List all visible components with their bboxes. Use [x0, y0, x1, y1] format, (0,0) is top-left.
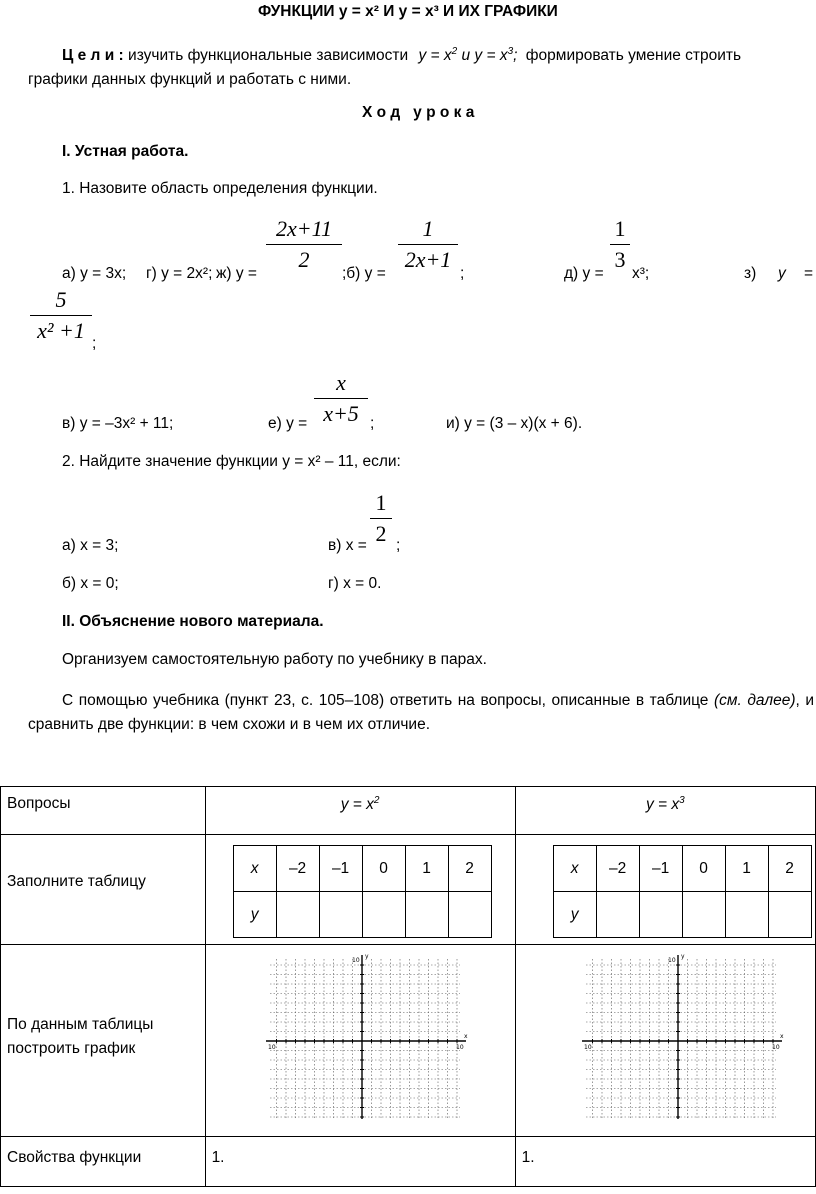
task1-d-suffix: x³; — [632, 265, 650, 282]
task2-v-prefix: в) x = — [328, 537, 367, 554]
section-2-heading: II. Объяснение нового материала. — [62, 613, 324, 630]
task1-z-y: y — [778, 265, 786, 282]
fraction-z — [30, 287, 92, 344]
x-axis-label: x — [779, 1033, 784, 1040]
y-label: y — [553, 892, 596, 938]
fraction-v-den: 2 — [375, 521, 387, 546]
task2-v-suffix: ; — [396, 537, 401, 554]
x-value: 2 — [768, 846, 811, 892]
y-value-cell[interactable] — [448, 892, 491, 938]
fraction-zh — [266, 216, 342, 273]
paragraph-2-a: С помощью учебника (пункт 23, с. 105–108) ответить на вопросы, описанные в таблице — [62, 692, 709, 709]
header-questions: Вопросы — [1, 787, 206, 835]
task1-z-suffix: ; — [92, 335, 97, 352]
fraction-d-den: 3 — [614, 247, 626, 272]
goals-label: Ц е л и : — [62, 47, 124, 65]
x-value: –1 — [639, 846, 682, 892]
y-value-cell[interactable] — [596, 892, 639, 938]
task2-a: а) x = 3; — [62, 537, 119, 554]
x-tick-label-min: 10 — [267, 1044, 276, 1051]
x-value: –1 — [319, 846, 362, 892]
x-axis-label: x — [463, 1033, 468, 1040]
x-tick-label-max: 10 — [455, 1044, 464, 1051]
fraction-d-num: 1 — [614, 216, 626, 241]
task1-z-prefix: з) — [744, 265, 757, 282]
fraction-v — [370, 490, 392, 547]
graph-f2-cell — [515, 945, 815, 1137]
fraction-zh-num: 2x+11 — [276, 216, 332, 241]
task1-b-prefix: ;б) y = — [342, 265, 386, 282]
section-1-heading: I. Устная работа. — [62, 143, 189, 160]
value-table-f1 — [233, 845, 492, 938]
lesson-heading: Х о д у р о к а — [362, 104, 475, 121]
page-title: ФУНКЦИИ y = x² И y = x³ И ИХ ГРАФИКИ — [258, 3, 558, 20]
task-2: 2. Найдите значение функции y = x² – 11, если: — [62, 453, 401, 470]
y-axis-label: y — [680, 953, 685, 960]
task1-e-suffix: ; — [370, 415, 375, 432]
value-table-f2 — [553, 845, 812, 938]
x-value: 0 — [682, 846, 725, 892]
y-value-cell[interactable] — [682, 892, 725, 938]
y-value-cell[interactable] — [405, 892, 448, 938]
fraction-b — [398, 216, 458, 273]
y-value-cell[interactable] — [319, 892, 362, 938]
fraction-d — [610, 216, 630, 273]
task1-d-prefix: д) y = — [564, 265, 604, 282]
paragraph-2 — [28, 689, 814, 737]
y-value-cell[interactable] — [362, 892, 405, 938]
graph-f1-cell — [205, 945, 515, 1137]
row-props-label: Свойства функции — [1, 1137, 206, 1187]
fraction-v-num: 1 — [375, 490, 387, 515]
y-tick-label-max: 10 — [667, 957, 676, 964]
task2-b: б) x = 0; — [62, 575, 119, 592]
x-value: 1 — [405, 846, 448, 892]
x-value: –2 — [596, 846, 639, 892]
coordinate-grid-f1[interactable] — [262, 953, 470, 1123]
fraction-e-den: x+5 — [323, 401, 359, 426]
fraction-b-den: 2x+1 — [404, 247, 452, 272]
y-value-cell[interactable] — [276, 892, 319, 938]
x-value: 0 — [362, 846, 405, 892]
paragraph-1: Организуем самостоятельную работу по учебнику в парах. — [62, 651, 487, 668]
fraction-b-num: 1 — [422, 216, 434, 241]
y-label: y — [233, 892, 276, 938]
fraction-e-num: x — [336, 370, 346, 395]
header-f1: $y = x^2$ — [205, 787, 515, 835]
x-value: 1 — [725, 846, 768, 892]
x-tick-label-max: 10 — [771, 1044, 780, 1051]
goals-formula: $y = x^2$ и $y = x^3$; — [418, 46, 518, 65]
task1-z-eq: = — [804, 265, 814, 282]
paragraph-2-b: , и сравнить две функции: в чем схожи и в чем их отличие. — [28, 692, 814, 733]
paragraph-2-ital: (см. далее) — [713, 692, 796, 709]
task1-e-prefix: е) y = — [268, 415, 308, 432]
row-fill-label: Заполните таблицу — [1, 835, 206, 945]
task1-zh-prefix: ж) y = — [216, 265, 257, 282]
y-value-cell[interactable] — [768, 892, 811, 938]
y-axis-label: y — [364, 953, 369, 960]
goals-line-1 — [62, 46, 814, 65]
fraction-z-den: x² +1 — [37, 318, 85, 343]
fraction-e — [314, 370, 368, 427]
task2-g: г) x = 0. — [328, 575, 382, 592]
goals-line-2: графики данных функций и работать с ними. — [28, 71, 352, 88]
header-f2: $y = x^3$ — [515, 787, 815, 835]
fraction-zh-den: 2 — [298, 247, 310, 272]
props-f2-cell[interactable]: 1. — [515, 1137, 815, 1187]
y-tick-label-max: 10 — [351, 957, 360, 964]
task1-g: г) y = 2x²; — [146, 265, 213, 282]
task1-v: в) y = –3x² + 11; — [62, 415, 174, 432]
fill-table-f2-cell — [515, 835, 815, 945]
x-label: x — [553, 846, 596, 892]
x-value: –2 — [276, 846, 319, 892]
x-value: 2 — [448, 846, 491, 892]
task1-a: а) y = 3x; — [62, 265, 127, 282]
x-label: x — [233, 846, 276, 892]
goals-text-2: формировать умение строить — [525, 47, 742, 65]
coordinate-grid-f2[interactable] — [578, 953, 786, 1123]
task-1: 1. Назовите область определения функции. — [62, 180, 378, 197]
props-f1-cell[interactable]: 1. — [205, 1137, 515, 1187]
task1-b-suffix: ; — [460, 265, 465, 282]
x-tick-label-min: 10 — [583, 1044, 592, 1051]
comparison-table — [0, 786, 816, 1187]
y-value-cell[interactable] — [725, 892, 768, 938]
y-value-cell[interactable] — [639, 892, 682, 938]
fill-table-f1-cell — [205, 835, 515, 945]
goals-text-1: изучить функциональные зависимости — [128, 47, 409, 65]
fraction-z-num: 5 — [55, 287, 67, 312]
task1-i: и) y = (3 – x)(x + 6). — [446, 415, 583, 432]
row-graph-label: По данным таблицы построить график — [1, 945, 206, 1137]
